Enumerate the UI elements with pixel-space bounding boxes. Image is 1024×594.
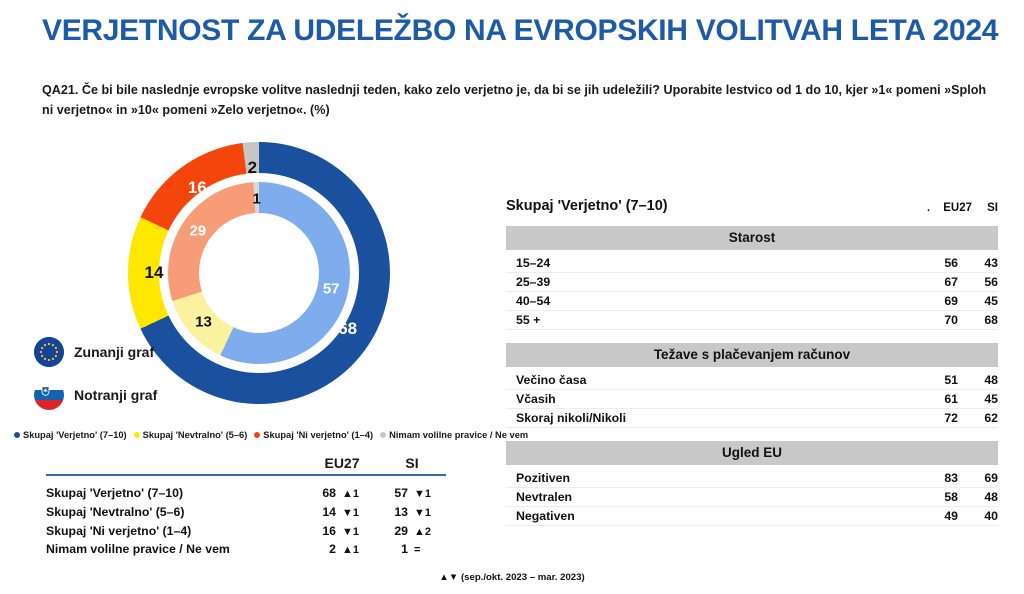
series-legend-item-2 xyxy=(254,430,373,440)
summary-row-label: Skupaj 'Nevtralno' (5–6) xyxy=(46,504,185,519)
summary-row-si-delta: ▲2 xyxy=(414,525,432,538)
slovenia-flag-icon xyxy=(34,380,64,410)
breakdown-panel xyxy=(506,198,998,539)
series-legend-item-1 xyxy=(134,430,248,440)
legend-outer-graph xyxy=(34,337,154,367)
donut-label-outer-2: 16 xyxy=(187,178,207,198)
breakdown-row-label: Pozitiven xyxy=(516,471,570,485)
table-row xyxy=(506,507,998,526)
summary-row-si-value: 13 xyxy=(394,504,408,519)
breakdown-row-label: Nevtralen xyxy=(516,490,573,504)
series-legend-swatch-icon xyxy=(254,432,260,438)
donut-label-inner-3: 1 xyxy=(252,190,261,208)
breakdown-row-si-value: 43 xyxy=(984,256,998,270)
summary-row-eu-value: 14 xyxy=(322,504,336,519)
footnote: ▲▼ (sep./okt. 2023 – mar. 2023) xyxy=(439,572,585,583)
breakdown-row-eu-value: 69 xyxy=(944,294,958,308)
breakdown-header-si: SI xyxy=(987,202,998,214)
legend-inner-graph xyxy=(34,380,157,410)
series-legend-label: Skupaj 'Ni verjetno' (1–4) xyxy=(263,430,374,440)
summary-header-si: SI xyxy=(405,455,419,471)
summary-row-si-delta: = xyxy=(414,544,421,557)
table-row xyxy=(506,311,998,330)
breakdown-row-label: Večino časa xyxy=(516,373,587,387)
breakdown-panel-title: Skupaj 'Verjetno' (7–10) xyxy=(506,198,668,214)
breakdown-row-si-value: 68 xyxy=(984,313,998,327)
breakdown-row-label: Negativen xyxy=(516,509,575,523)
eu-flag-icon xyxy=(34,337,64,367)
summary-row-label: Skupaj 'Verjetno' (7–10) xyxy=(46,486,184,500)
breakdown-row-eu-value: 61 xyxy=(944,392,958,406)
breakdown-section-header: Težave s plačevanjem računov xyxy=(506,343,998,367)
table-row xyxy=(506,292,998,311)
breakdown-row-eu-value: 58 xyxy=(944,490,958,504)
question-text: QA21. Če bi bile naslednje evropske volitve naslednji teden, kako zelo verjetno je, da bi se jih udeležili? Uporabite lestvico od 1 do 10, kjer »1« pomeni »Sploh ni verjetno« in »10« pomeni »Zelo verjetno«. (%) xyxy=(42,83,987,118)
summary-row-si-delta: ▼1 xyxy=(414,488,432,500)
breakdown-row-label: Včasih xyxy=(516,392,556,406)
inner-donut-hole xyxy=(199,213,319,333)
table-row xyxy=(506,390,998,409)
summary-row-si-value: 57 xyxy=(394,486,408,500)
series-legend-swatch-icon xyxy=(134,432,140,438)
breakdown-panel-header xyxy=(506,198,998,214)
table-row xyxy=(46,503,446,522)
summary-header-eu27: EU27 xyxy=(324,455,360,471)
series-legend xyxy=(14,430,529,440)
breakdown-row-si-value: 62 xyxy=(984,411,998,425)
breakdown-row-si-value: 69 xyxy=(984,471,998,485)
table-row xyxy=(506,254,998,273)
summary-table xyxy=(46,455,446,559)
breakdown-row-label: 25–39 xyxy=(516,275,551,289)
breakdown-header-eu27: EU27 xyxy=(943,202,972,214)
breakdown-row-label: 40–54 xyxy=(516,294,551,308)
breakdown-row-si-value: 45 xyxy=(984,392,998,406)
breakdown-row-si-value: 40 xyxy=(984,509,998,523)
donut-label-inner-2: 29 xyxy=(189,222,207,240)
table-row xyxy=(506,469,998,488)
breakdown-row-eu-value: 83 xyxy=(944,471,958,485)
summary-row-si-delta: ▼1 xyxy=(414,506,432,519)
donut-label-inner-0: 57 xyxy=(322,280,340,298)
donut-chart xyxy=(128,142,390,404)
page-title: VERJETNOST ZA UDELEŽBO NA EVROPSKIH VOLITVAH LETA 2024 xyxy=(42,14,999,47)
breakdown-row-eu-value: 56 xyxy=(944,256,958,270)
table-row xyxy=(506,488,998,507)
breakdown-row-eu-value: 51 xyxy=(944,373,958,387)
donut-label-outer-1: 14 xyxy=(144,263,164,282)
summary-row-eu-value: 68 xyxy=(322,486,336,500)
breakdown-row-eu-value: 70 xyxy=(944,313,958,327)
breakdown-sections xyxy=(506,226,998,526)
breakdown-section-rows xyxy=(506,469,998,526)
table-row xyxy=(46,540,446,559)
breakdown-row-eu-value: 67 xyxy=(944,275,958,289)
breakdown-section-rows xyxy=(506,254,998,330)
summary-row-si-value: 1 xyxy=(401,542,408,557)
summary-row-eu-delta: ▼1 xyxy=(342,506,360,519)
breakdown-row-si-value: 45 xyxy=(984,294,998,308)
breakdown-section-header: Starost xyxy=(506,226,998,250)
breakdown-row-label: 15–24 xyxy=(516,256,551,270)
breakdown-row-si-value: 48 xyxy=(984,490,998,504)
breakdown-section-header: Ugled EU xyxy=(506,441,998,465)
table-row xyxy=(506,409,998,428)
summary-table-header xyxy=(46,455,446,474)
table-row xyxy=(506,371,998,390)
breakdown-header-dot: . xyxy=(926,202,930,214)
donut-label-outer-3: 2 xyxy=(247,158,258,178)
table-row xyxy=(46,484,446,503)
breakdown-row-eu-value: 49 xyxy=(944,509,958,523)
series-legend-label: Nimam volilne pravice / Ne vem xyxy=(389,430,529,440)
summary-row-label: Nimam volilne pravice / Ne vem xyxy=(46,542,230,557)
breakdown-section-rows xyxy=(506,371,998,428)
summary-table-rule xyxy=(46,474,446,476)
breakdown-row-label: Skoraj nikoli/Nikoli xyxy=(516,411,627,425)
summary-row-eu-delta: ▼1 xyxy=(342,525,360,538)
summary-row-eu-delta: ▲1 xyxy=(342,488,360,500)
legend-inner-graph-label: Notranji graf xyxy=(74,387,158,403)
donut-label-inner-1: 13 xyxy=(195,313,212,331)
series-legend-swatch-icon xyxy=(380,432,386,438)
table-row xyxy=(506,273,998,292)
breakdown-row-eu-value: 72 xyxy=(944,411,958,425)
legend-outer-graph-label: Zunanji graf xyxy=(74,344,155,360)
summary-row-si-value: 29 xyxy=(394,523,408,538)
summary-row-label: Skupaj 'Ni verjetno' (1–4) xyxy=(46,523,192,538)
summary-row-eu-value: 16 xyxy=(322,523,336,538)
breakdown-row-label: 55 + xyxy=(516,313,541,327)
summary-row-eu-delta: ▲1 xyxy=(342,544,360,557)
series-legend-label: Skupaj 'Verjetno' (7–10) xyxy=(23,430,127,440)
series-legend-swatch-icon xyxy=(14,432,20,438)
breakdown-row-si-value: 48 xyxy=(984,373,998,387)
series-legend-item-0 xyxy=(14,430,127,440)
breakdown-row-si-value: 56 xyxy=(984,275,998,289)
summary-table-body xyxy=(46,484,446,559)
table-row xyxy=(46,522,446,541)
series-legend-label: Skupaj 'Nevtralno' (5–6) xyxy=(142,430,248,440)
donut-label-outer-0: 68 xyxy=(338,319,358,339)
summary-row-eu-value: 2 xyxy=(329,542,336,557)
